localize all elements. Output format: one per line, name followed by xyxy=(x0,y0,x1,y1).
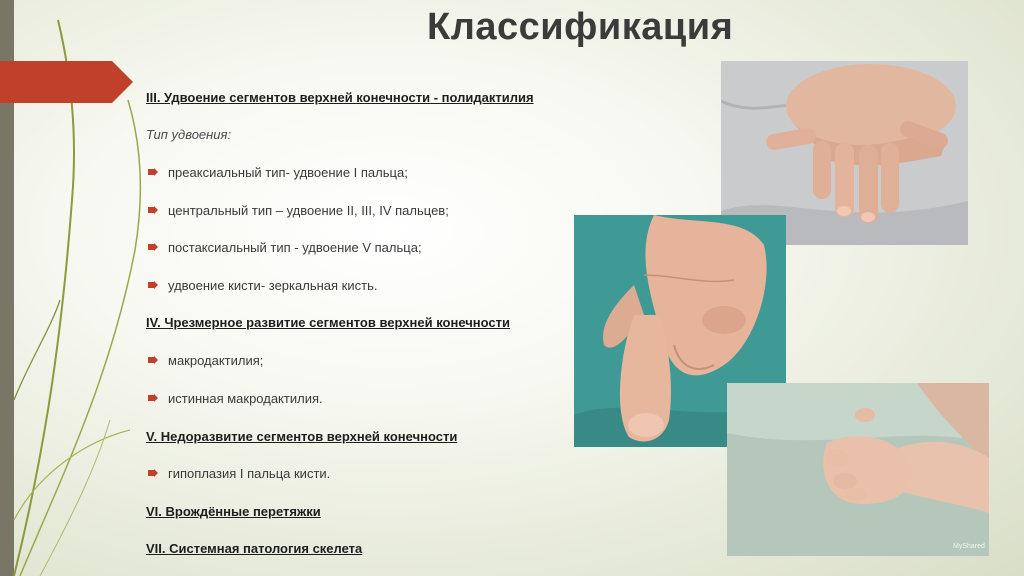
list-item: преаксиальный тип- удвоение I пальца; xyxy=(146,165,408,180)
list-item: истинная макродактилия. xyxy=(146,391,323,406)
slide-title: Классификация xyxy=(427,6,734,48)
accent-arrow xyxy=(0,61,133,103)
section-heading-vii: VII. Системная патология скелета xyxy=(146,541,363,556)
bullet-arrow-icon xyxy=(148,356,158,364)
section-heading-vi: VI. Врождённые перетяжки xyxy=(146,504,321,519)
watermark-text: MyShared xyxy=(953,543,985,550)
bullet-arrow-icon xyxy=(148,281,158,289)
section-heading-v: V. Недоразвитие сегментов верхней конечности xyxy=(146,429,458,444)
bullet-arrow-icon xyxy=(148,168,158,176)
section-heading-iv: IV. Чрезмерное развитие сегментов верхней конечности xyxy=(146,315,510,330)
list-item: центральный тип – удвоение II, III, IV пальцев; xyxy=(146,203,449,218)
list-item: гипоплазия I пальца кисти. xyxy=(146,466,330,481)
infant-hand-photo xyxy=(727,383,989,556)
section-heading-iii: III. Удвоение сегментов верхней конечности - полидактилия xyxy=(146,90,534,105)
bullet-arrow-icon xyxy=(148,243,158,251)
list-item: постаксиальный тип - удвоение V пальца; xyxy=(146,240,422,255)
list-item: удвоение кисти- зеркальная кисть. xyxy=(146,278,377,293)
doubling-type-label: Тип удвоения: xyxy=(146,127,232,142)
bullet-arrow-icon xyxy=(148,206,158,214)
bullet-arrow-icon xyxy=(148,469,158,477)
bullet-arrow-icon xyxy=(148,394,158,402)
list-item: макродактилия; xyxy=(146,353,263,368)
